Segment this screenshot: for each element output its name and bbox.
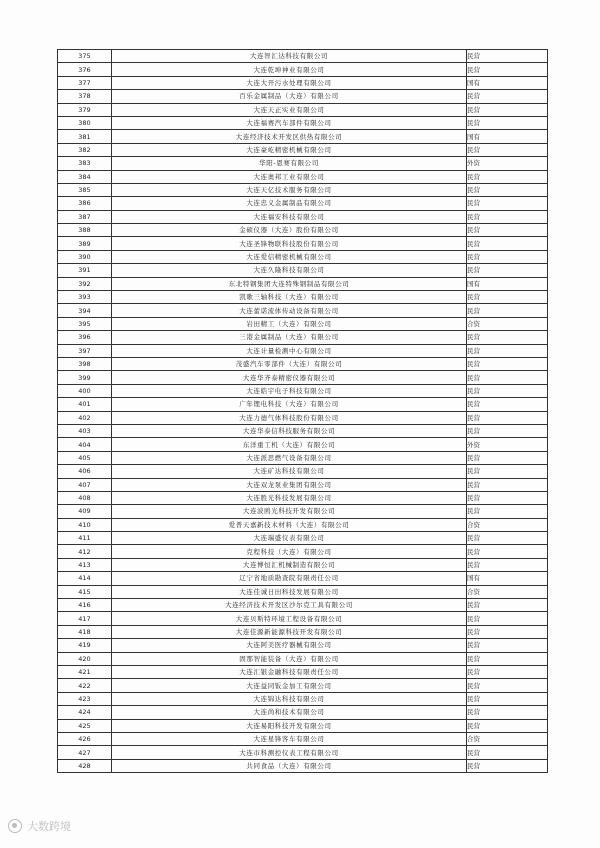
table-row <box>58 50 548 63</box>
row-number: 412 <box>58 545 112 558</box>
row-number: 395 <box>58 317 112 330</box>
company-name: 岩田精工（大连）有限公司 <box>112 317 467 330</box>
row-number: 410 <box>58 518 112 531</box>
row-number: 379 <box>58 103 112 116</box>
company-name: 大连益同钣金加工有限公司 <box>112 679 467 692</box>
company-name: 大连阿美医疗器械有限公司 <box>112 639 467 652</box>
company-name: 大连星锋客车有限公司 <box>112 732 467 745</box>
table-row <box>58 612 548 625</box>
table-row <box>58 451 548 464</box>
table-row <box>58 424 548 437</box>
table-row <box>58 130 548 143</box>
company-name: 大连佳诚日田科技发展有限公司 <box>112 585 467 598</box>
table-row <box>58 599 548 612</box>
row-number: 392 <box>58 277 112 290</box>
company-name: 大连天亿技术服务有限公司 <box>112 183 467 196</box>
table-row <box>58 103 548 116</box>
ownership-type: 国有 <box>467 76 548 89</box>
row-number: 386 <box>58 197 112 210</box>
table-row <box>58 679 548 692</box>
ownership-type: 民营 <box>467 344 548 357</box>
row-number: 409 <box>58 505 112 518</box>
company-name: 大连博恒汇机械制造有限公司 <box>112 558 467 571</box>
table-row <box>58 357 548 370</box>
table-row <box>58 170 548 183</box>
ownership-type: 民营 <box>467 599 548 612</box>
row-number: 393 <box>58 291 112 304</box>
company-name: 大连天正实业有限公司 <box>112 103 467 116</box>
ownership-type: 民营 <box>467 505 548 518</box>
company-name: 百乐金属制品（大连）有限公司 <box>112 90 467 103</box>
ownership-type: 民营 <box>467 90 548 103</box>
ownership-type: 合资 <box>467 732 548 745</box>
ownership-type: 民营 <box>467 759 548 772</box>
row-number: 377 <box>58 76 112 89</box>
row-number: 427 <box>58 746 112 759</box>
row-number: 385 <box>58 183 112 196</box>
ownership-type: 民营 <box>467 679 548 692</box>
row-number: 406 <box>58 465 112 478</box>
ownership-type: 民营 <box>467 639 548 652</box>
ownership-type: 民营 <box>467 357 548 370</box>
table-body <box>58 50 548 773</box>
table-row <box>58 224 548 237</box>
table-row <box>58 317 548 330</box>
table-row <box>58 90 548 103</box>
company-name: 大连力德气体科技股份有限公司 <box>112 411 467 424</box>
company-name: 凯歌三轴科技（大连）有限公司 <box>112 291 467 304</box>
table-row <box>58 732 548 745</box>
row-number: 396 <box>58 331 112 344</box>
ownership-type: 民营 <box>467 304 548 317</box>
company-name: 大连华齐泰精密仪器有限公司 <box>112 371 467 384</box>
table-row <box>58 692 548 705</box>
row-number: 407 <box>58 478 112 491</box>
table-row <box>58 532 548 545</box>
ownership-type: 民营 <box>467 424 548 437</box>
ownership-type: 民营 <box>467 652 548 665</box>
table-row <box>58 759 548 772</box>
company-name: 大连智汇达科技有限公司 <box>112 50 467 63</box>
table-row <box>58 478 548 491</box>
ownership-type: 民营 <box>467 451 548 464</box>
ownership-type: 民营 <box>467 465 548 478</box>
row-number: 404 <box>58 438 112 451</box>
table-row <box>58 183 548 196</box>
table-row <box>58 210 548 223</box>
table-row <box>58 585 548 598</box>
row-number: 399 <box>58 371 112 384</box>
company-name: 大连华泰信科技服务有限公司 <box>112 424 467 437</box>
company-name: 大连蕾诺流体传动设备有限公司 <box>112 304 467 317</box>
ownership-type: 民营 <box>467 532 548 545</box>
ownership-type: 民营 <box>467 63 548 76</box>
table-row <box>58 143 548 156</box>
table-row <box>58 344 548 357</box>
row-number: 400 <box>58 384 112 397</box>
ownership-type: 民营 <box>467 706 548 719</box>
row-number: 428 <box>58 759 112 772</box>
ownership-type: 民营 <box>467 183 548 196</box>
row-number: 394 <box>58 304 112 317</box>
row-number: 383 <box>58 157 112 170</box>
ownership-type: 民营 <box>467 103 548 116</box>
ownership-type: 民营 <box>467 264 548 277</box>
ownership-type: 民营 <box>467 545 548 558</box>
row-number: 426 <box>58 732 112 745</box>
company-name: 爱普天嘉新技术材料（大连）有限公司 <box>112 518 467 531</box>
company-name: 大连佳源新能源科技开发有限公司 <box>112 625 467 638</box>
ownership-type: 民营 <box>467 197 548 210</box>
row-number: 375 <box>58 50 112 63</box>
ownership-type: 民营 <box>467 237 548 250</box>
company-name: 共同食品（大连）有限公司 <box>112 759 467 772</box>
row-number: 380 <box>58 116 112 129</box>
ownership-type: 民营 <box>467 665 548 678</box>
table-row <box>58 545 548 558</box>
watermark <box>8 818 71 834</box>
table-row <box>58 518 548 531</box>
company-name: 大连尚和技术有限公司 <box>112 706 467 719</box>
company-name: 大连派思燃气设备有限公司 <box>112 451 467 464</box>
ownership-type: 合资 <box>467 518 548 531</box>
ownership-type: 外资 <box>467 438 548 451</box>
table-row <box>58 505 548 518</box>
company-name: 东北特钢集团大连特殊钢制品有限公司 <box>112 277 467 290</box>
table-row <box>58 639 548 652</box>
company-name: 金硕仪器（大连）股份有限公司 <box>112 224 467 237</box>
company-name: 广年锂电科技（大连）有限公司 <box>112 398 467 411</box>
table-row <box>58 625 548 638</box>
row-number: 408 <box>58 491 112 504</box>
ownership-type: 国有 <box>467 277 548 290</box>
ownership-type: 民营 <box>467 116 548 129</box>
company-name: 大连市科测控仪表工程有限公司 <box>112 746 467 759</box>
company-name: 大连忠义金属制品有限公司 <box>112 197 467 210</box>
ownership-type: 民营 <box>467 491 548 504</box>
ownership-type: 民营 <box>467 250 548 263</box>
ownership-type: 民营 <box>467 478 548 491</box>
table-row <box>58 197 548 210</box>
table-row <box>58 250 548 263</box>
company-name: 大连大开污水处理有限公司 <box>112 76 467 89</box>
table-row <box>58 706 548 719</box>
table-row <box>58 465 548 478</box>
ownership-type: 民营 <box>467 719 548 732</box>
row-number: 421 <box>58 665 112 678</box>
table-row <box>58 665 548 678</box>
company-name: 大连豪屹精密机械有限公司 <box>112 143 467 156</box>
table-row <box>58 558 548 571</box>
company-name: 大连圣锋物联科技股份有限公司 <box>112 237 467 250</box>
ownership-type: 合资 <box>467 585 548 598</box>
table-row <box>58 652 548 665</box>
table-row <box>58 398 548 411</box>
ownership-type: 国有 <box>467 572 548 585</box>
company-name: 大连锦达科技有限公司 <box>112 692 467 705</box>
company-name: 华阳-恩赛有限公司 <box>112 157 467 170</box>
company-name: 大连皓宇电子科技有限公司 <box>112 384 467 397</box>
company-name: 茂盛汽车零部件（大连）有限公司 <box>112 357 467 370</box>
row-number: 384 <box>58 170 112 183</box>
row-number: 419 <box>58 639 112 652</box>
company-name: 大连汇银金融科技有限责任公司 <box>112 665 467 678</box>
row-number: 418 <box>58 625 112 638</box>
table-row <box>58 291 548 304</box>
ownership-type: 民营 <box>467 558 548 571</box>
row-number: 402 <box>58 411 112 424</box>
ownership-type: 民营 <box>467 50 548 63</box>
company-name: 辽宁省地质勘查院有限责任公司 <box>112 572 467 585</box>
table-row <box>58 157 548 170</box>
table-row <box>58 304 548 317</box>
table-row <box>58 491 548 504</box>
ownership-type: 民营 <box>467 411 548 424</box>
ownership-type: 民营 <box>467 398 548 411</box>
company-name: 大连经济技术开发区供热有限公司 <box>112 130 467 143</box>
table-row <box>58 746 548 759</box>
company-name: 大连经济技术开发区沙尔克工具有限公司 <box>112 599 467 612</box>
enterprise-list-table <box>57 49 548 773</box>
ownership-type: 民营 <box>467 143 548 156</box>
watermark-text: 大数跨境 <box>27 820 71 833</box>
company-name: 大连乾坤神业有限公司 <box>112 63 467 76</box>
company-name: 大连瑞盛仪表有限公司 <box>112 532 467 545</box>
company-name: 大连爱信精密机械有限公司 <box>112 250 467 263</box>
table-row <box>58 438 548 451</box>
ownership-type: 民营 <box>467 210 548 223</box>
company-name: 大连矿达科技有限公司 <box>112 465 467 478</box>
ownership-type: 民营 <box>467 291 548 304</box>
ownership-type: 民营 <box>467 612 548 625</box>
table-row <box>58 76 548 89</box>
company-name: 克程科技（大连）有限公司 <box>112 545 467 558</box>
ownership-type: 国有 <box>467 130 548 143</box>
row-number: 411 <box>58 532 112 545</box>
row-number: 376 <box>58 63 112 76</box>
row-number: 390 <box>58 250 112 263</box>
ownership-type: 民营 <box>467 746 548 759</box>
table-row <box>58 264 548 277</box>
company-name: 大连双龙泵业集团有限公司 <box>112 478 467 491</box>
row-number: 382 <box>58 143 112 156</box>
company-name: 东洋重工机（大连）有限公司 <box>112 438 467 451</box>
ownership-type: 民营 <box>467 371 548 384</box>
row-number: 415 <box>58 585 112 598</box>
ownership-type: 民营 <box>467 625 548 638</box>
ownership-type: 合资 <box>467 317 548 330</box>
row-number: 397 <box>58 344 112 357</box>
company-name: 大连贝斯特环境工程设备有限公司 <box>112 612 467 625</box>
row-number: 425 <box>58 719 112 732</box>
company-name: 大连胜光科技发展有限公司 <box>112 491 467 504</box>
company-name: 大连易阳科技开发有限公司 <box>112 719 467 732</box>
row-number: 398 <box>58 357 112 370</box>
row-number: 405 <box>58 451 112 464</box>
row-number: 417 <box>58 612 112 625</box>
watermark-logo-icon <box>8 819 22 833</box>
company-name: 三港金属制品（大连）有限公司 <box>112 331 467 344</box>
company-name: 大连久隆科技有限公司 <box>112 264 467 277</box>
table-row <box>58 116 548 129</box>
row-number: 423 <box>58 692 112 705</box>
ownership-type: 民营 <box>467 384 548 397</box>
row-number: 413 <box>58 558 112 571</box>
row-number: 391 <box>58 264 112 277</box>
table-row <box>58 331 548 344</box>
row-number: 381 <box>58 130 112 143</box>
row-number: 414 <box>58 572 112 585</box>
company-name: 大连奥邦工业有限公司 <box>112 170 467 183</box>
row-number: 403 <box>58 424 112 437</box>
row-number: 388 <box>58 224 112 237</box>
row-number: 389 <box>58 237 112 250</box>
company-name: 大连波鸥光科技开发有限公司 <box>112 505 467 518</box>
company-name: 大连福安科技有限公司 <box>112 210 467 223</box>
ownership-type: 民营 <box>467 331 548 344</box>
row-number: 422 <box>58 679 112 692</box>
table-row <box>58 237 548 250</box>
ownership-type: 民营 <box>467 692 548 705</box>
table-row <box>58 277 548 290</box>
table-row <box>58 384 548 397</box>
table-row <box>58 719 548 732</box>
row-number: 401 <box>58 398 112 411</box>
company-name: 大连计量检测中心有限公司 <box>112 344 467 357</box>
row-number: 378 <box>58 90 112 103</box>
ownership-type: 民营 <box>467 170 548 183</box>
row-number: 420 <box>58 652 112 665</box>
row-number: 424 <box>58 706 112 719</box>
company-name: 大连福赛汽车部件有限公司 <box>112 116 467 129</box>
company-name: 固那智能装备（大连）有限公司 <box>112 652 467 665</box>
table-row <box>58 63 548 76</box>
ownership-type: 民营 <box>467 224 548 237</box>
row-number: 387 <box>58 210 112 223</box>
row-number: 416 <box>58 599 112 612</box>
ownership-type: 外资 <box>467 157 548 170</box>
table-row <box>58 411 548 424</box>
table-row <box>58 371 548 384</box>
table-row <box>58 572 548 585</box>
